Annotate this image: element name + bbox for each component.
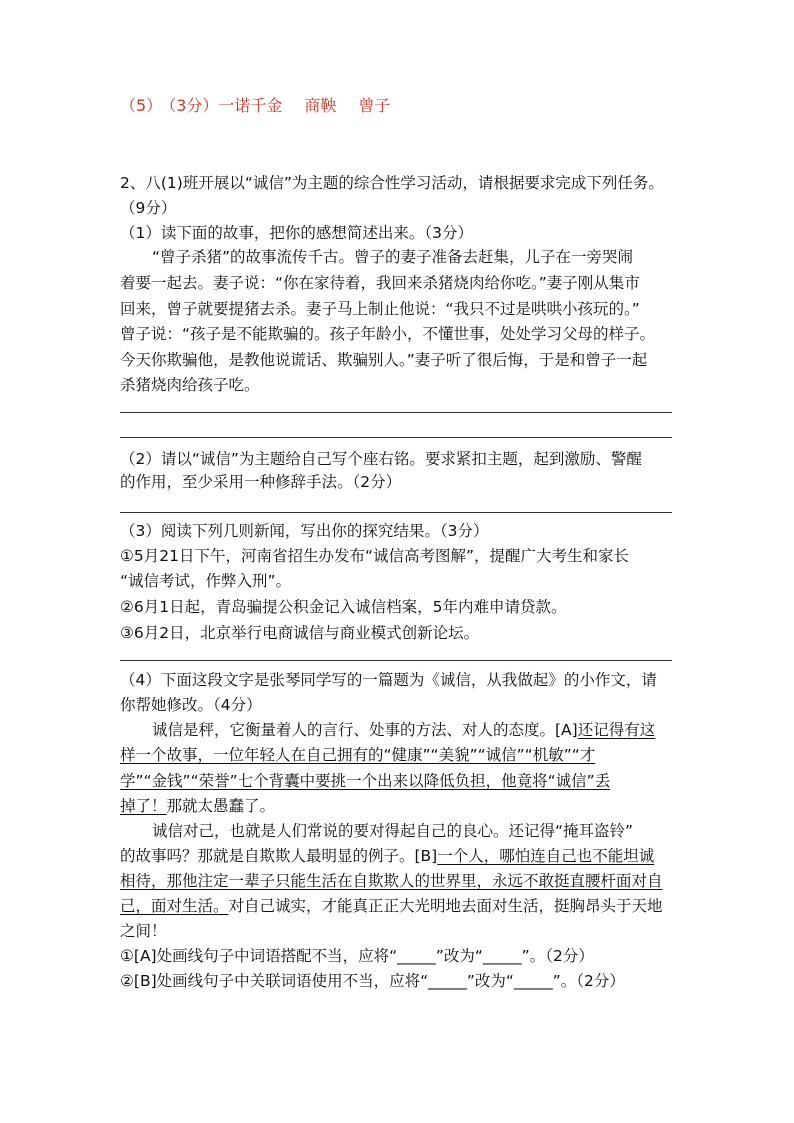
news-item: ③6月2日，北京举行电商诚信与商业模式创新论坛。: [120, 624, 480, 642]
news-item: “诚信考试，作弊入刑”。: [120, 572, 292, 590]
answer-item-3: 曾子: [358, 96, 391, 115]
question-2-score: （9分）: [120, 199, 177, 217]
underlined-sentence-a: 还记得有这: [577, 721, 656, 739]
sub1-title: （1）读下面的故事，把你的感想简述出来。（3分）: [120, 224, 473, 242]
underlined-sentence-b: 己，面对生活。: [120, 897, 229, 915]
story-line: “曾子杀猪”的故事流传千古。曾子的妻子准备去赶集，儿子在一旁哭闹: [152, 248, 634, 266]
essay-line: 诚信对己，也就是人们常说的要对得起自己的良心。还记得“掩耳盗铃”: [152, 822, 634, 840]
answer-rule[interactable]: [120, 412, 672, 413]
sub2-line: 的作用，至少采用一种修辞手法。（2分）: [120, 473, 402, 491]
essay-line: [120, 845, 654, 867]
underlined-sentence-b: 一个人，哪怕连自己也不能坦诚: [437, 847, 655, 865]
essay-line: [152, 719, 655, 741]
story-line: 今天你欺骗他，是教他说谎话、欺骗别人。”妻子听了很后悔，于是和曾子一起: [120, 351, 648, 369]
news-item: ②6月1日起，青岛骗提公积金记入诚信档案，5年内难申请贷款。: [120, 598, 567, 616]
essay-text: 诚信是秤，它衡量着人的言行、处事的方法、对人的态度。[A]: [152, 721, 578, 739]
sub2-line: （2）请以“诚信”为主题给自己写个座右铭。要求紧扣主题，起到激励、警醒: [120, 450, 642, 468]
answer-line: [120, 95, 412, 117]
story-line: 杀猪烧肉给孩子吃。: [120, 376, 260, 394]
essay-line: 之间！: [120, 922, 167, 940]
essay-text: 的故事吗？那就是自欺欺人最明显的例子。[B]: [120, 847, 438, 865]
question-2-header: 2、八(1)班开展以“诚信”为主题的综合性学习活动，请根据要求完成下列任务。: [120, 174, 664, 192]
underlined-sentence-b: 相待，那他注定一辈子只能生活在自欺欺人的世界里，永远不敢挺直腰杆面对自: [120, 872, 663, 890]
story-line: 回来，曾子就要提猪去杀。妻子马上制止他说：“我只不过是哄哄小孩玩的。”: [120, 300, 640, 318]
question-a: ①[A]处画线句子中词语搭配不当，应将“_____”改为“_____”。（2分）: [120, 947, 594, 965]
news-item: ①5月21日下午，河南省招生办发布“诚信高考图解”，提醒广大考生和家长: [120, 547, 630, 565]
story-line: 曾子说：“孩子是不能欺骗的。孩子年龄小，不懂世事，处处学习父母的样子。: [120, 325, 656, 343]
sub3-title: （3）阅读下列几则新闻，写出你的探究结果。（3分）: [120, 522, 489, 540]
underlined-sentence-a: 学”“金钱”“荣誉”七个背囊中要挑一个出来以降低负担，他竟将“诚信”丢: [120, 772, 611, 790]
essay-line: [120, 895, 663, 917]
essay-line: [120, 795, 275, 817]
essay-text: 那就太愚蠢了。: [166, 797, 276, 815]
story-line: 着要一起去。妻子说：“你在家待着，我回来杀猪烧肉给你吃。”妻子刚从集市: [120, 274, 640, 292]
essay-text: 对自己诚实，才能真正正大光明地去面对生活，挺胸昂头于天地: [228, 897, 663, 915]
answer-item-2: 商鞅: [304, 96, 337, 115]
underlined-sentence-a: 样一个故事，一位年轻人在自己拥有的“健康”“美貌”“诚信”“机敏”“才: [120, 746, 596, 764]
sub4-title: 你帮她修改。（4分）: [120, 696, 262, 714]
sub4-title: （4）下面这段文字是张琴同学写的一篇题为《诚信，从我做起》的小作文，请: [120, 671, 657, 689]
answer-score: （3分）一诺千金: [168, 96, 283, 115]
answer-rule[interactable]: [120, 437, 672, 438]
answer-number: （5）: [120, 96, 163, 115]
question-b: ②[B]处画线句子中关联词语使用不当，应将“_____”改为“_____”。（2分）: [120, 972, 625, 990]
underlined-sentence-a: 掉了！: [120, 797, 167, 815]
answer-rule[interactable]: [120, 512, 672, 513]
answer-rule[interactable]: [120, 660, 672, 661]
